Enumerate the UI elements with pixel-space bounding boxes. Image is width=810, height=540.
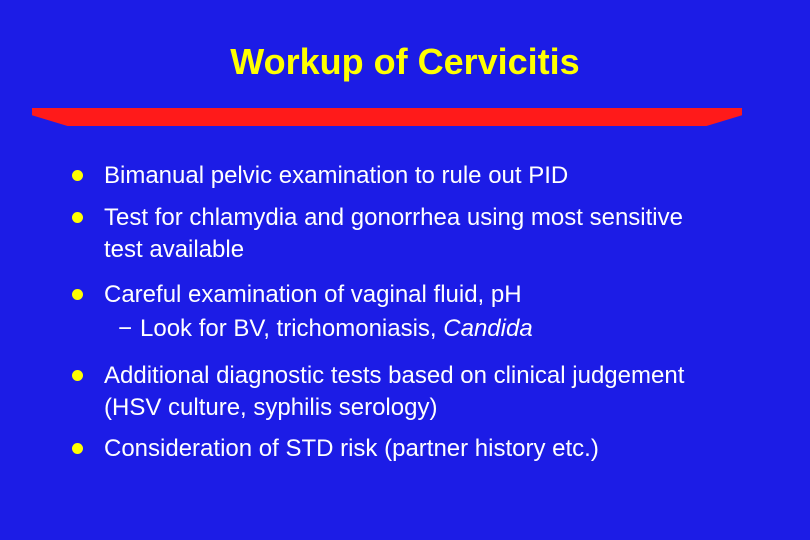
bullet-dot: [72, 370, 83, 381]
bullet-text: Consideration of STD risk (partner history etc.): [104, 435, 599, 462]
bullet-text: Bimanual pelvic examination to rule out PID: [104, 162, 569, 189]
sub-bullet-item: [118, 313, 533, 345]
bullet-item: [104, 160, 784, 192]
bullet-text-continued: (HSV culture, syphilis serology): [104, 394, 438, 421]
bullet-text: Careful examination of vaginal fluid, pH: [104, 281, 522, 308]
bullet-text: Test for chlamydia and gonorrhea using most sensitive: [104, 204, 683, 231]
sub-bullet-text: Look for BV, trichomoniasis,: [140, 315, 444, 342]
bullet-dot: [72, 212, 83, 223]
bullet-item: [104, 202, 784, 266]
bullet-dot: [72, 170, 83, 181]
bullet-dot: [72, 443, 83, 454]
sub-bullet-dash: −: [118, 315, 133, 342]
bullet-text-continued: test available: [104, 236, 245, 263]
bullet-text: Additional diagnostic tests based on clinical judgement: [104, 362, 685, 389]
sub-bullet-italic-text: Candida: [443, 315, 533, 342]
bullet-dot: [72, 289, 83, 300]
bullet-item: [104, 433, 784, 465]
slide-title: Workup of Cervicitis: [230, 41, 580, 82]
bullet-item: [104, 360, 784, 424]
bullet-item: [104, 279, 784, 311]
